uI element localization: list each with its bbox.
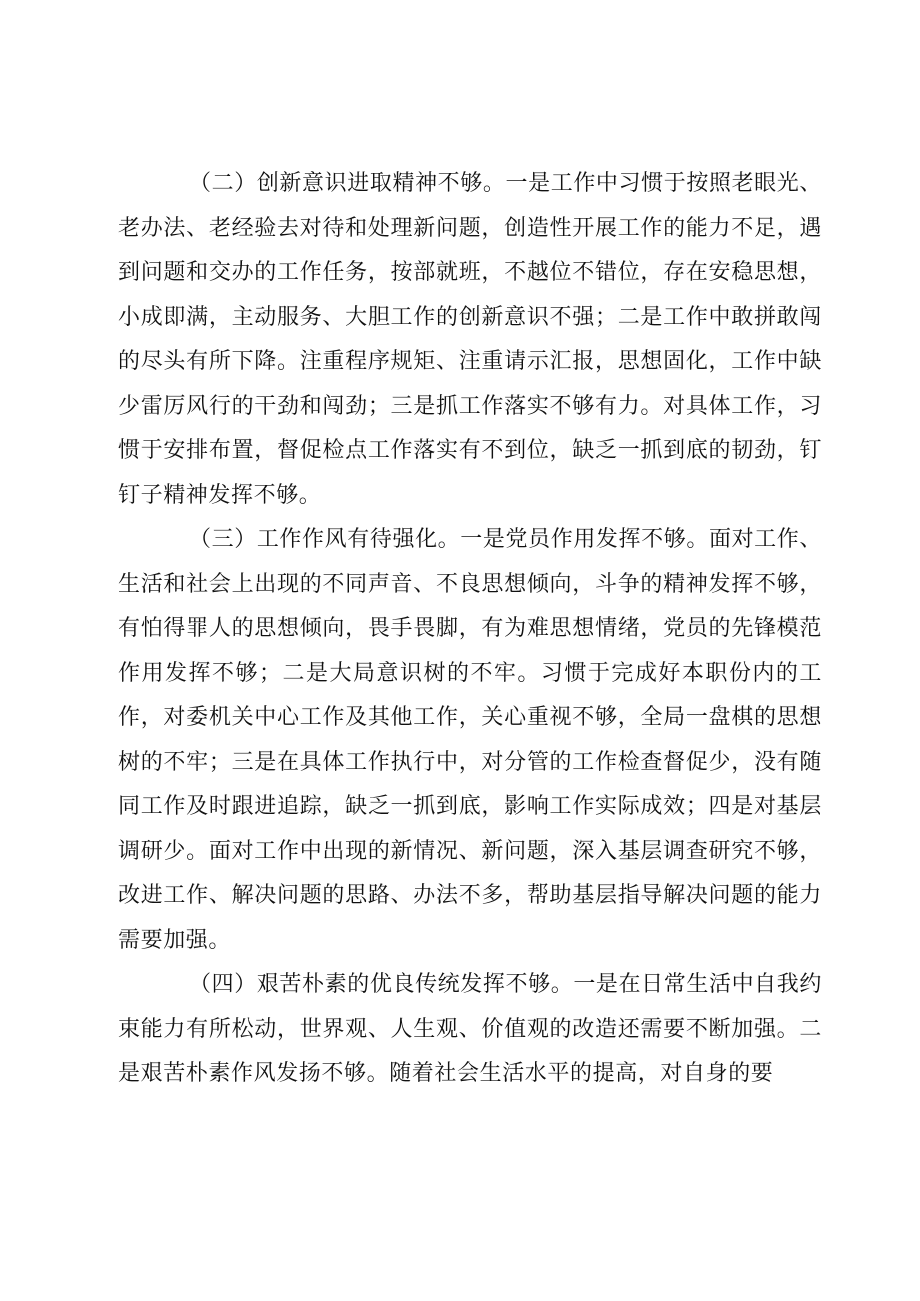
document-body [118, 162, 822, 1097]
paragraph-section-2: （二）创新意识进取精神不够。一是工作中习惯于按照老眼光、老办法、老经验去对待和处理新问题，创造性开展工作的能力不足，遇到问题和交办的工作任务，按部就班，不越位不错位，存在安稳思想，小成即满，主动服务、大胆工作的创新意识不强；二是工作中敢拼敢闯的尽头有所下降。注重程序规矩、注重请示汇报，思想固化，工作中缺少雷厉风行的干劲和闯劲；三是抓工作落实不够有力。对具体工作，习惯于安排布置，督促检点工作落实有不到位，缺乏一抓到底的韧劲，钉钉子精神发挥不够。 [118, 171, 822, 508]
paragraph-section-4: （四）艰苦朴素的优良传统发挥不够。一是在日常生活中自我约束能力有所松动，世界观、人生观、价值观的改造还需要不断加强。二是艰苦朴素作风发扬不够。随着社会生活水平的提高，对自身的要 [118, 972, 822, 1086]
paragraph-section-3: （三）工作作风有待强化。一是党员作用发挥不够。面对工作、生活和社会上出现的不同声音、不良思想倾向，斗争的精神发挥不够，有怕得罪人的思想倾向，畏手畏脚，有为难思想情绪，党员的先锋模范作用发挥不够；二是大局意识树的不牢。习惯于完成好本职份内的工作，对委机关中心工作及其他工作，关心重视不够，全局一盘棋的思想树的不牢；三是在具体工作执行中，对分管的工作检查督促少，没有随同工作及时跟进追踪，缺乏一抓到底，影响工作实际成效；四是对基层调研少。面对工作中出现的新情况、新问题，深入基层调查研究不够，改进工作、解决问题的思路、办法不多，帮助基层指导解决问题的能力需要加强。 [118, 527, 822, 953]
